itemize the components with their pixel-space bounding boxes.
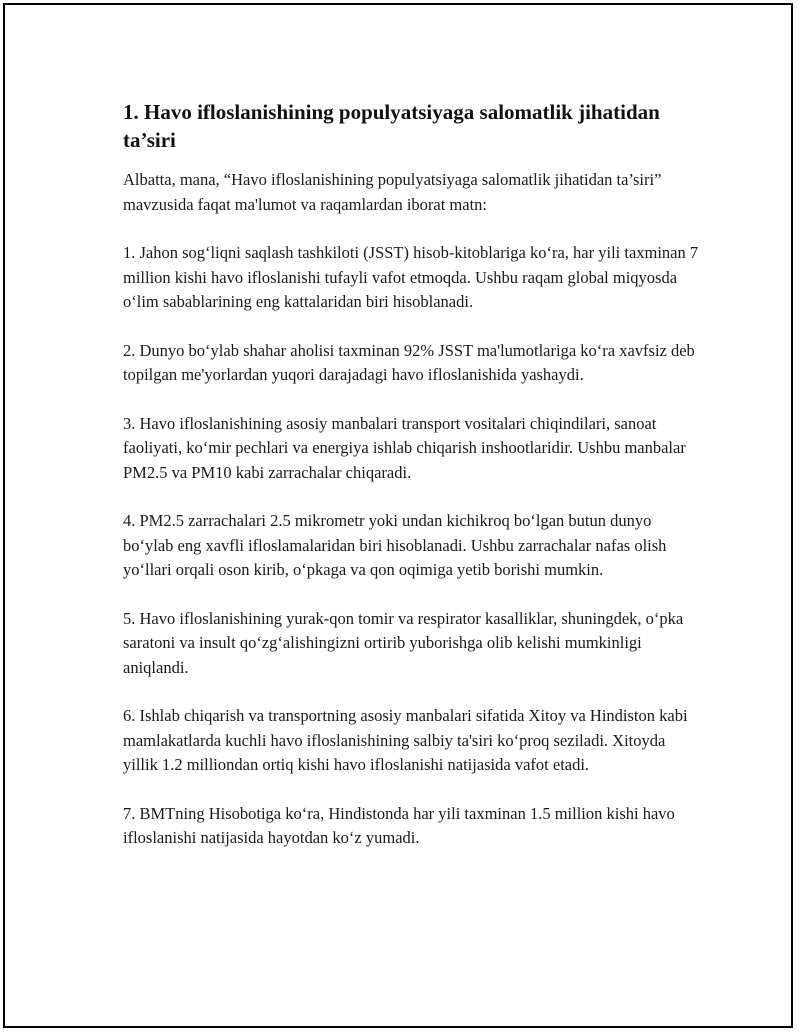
- paragraph-7: 7. BMTning Hisobotiga ko‘ra, Hindistonda har yili taxminan 1.5 million kishi havo ifloslanishi natijasida hayotdan ko‘z yumadi.: [123, 803, 675, 847]
- paragraph-3: 3. Havo ifloslanishining asosiy manbalari transport vositalari chiqindilari, sanoat faoliyati, ko‘mir pechlari va energiya ishlab chiqarish inshootlaridir. Ushbu manbalar PM2.5 va PM10 kabi zarrachalar chiqaradi.: [123, 413, 686, 482]
- paragraph-1: 1. Jahon sog‘liqni saqlash tashkiloti (JSST) hisob-kitoblariga ko‘ra, har yili taxminan 7 million kishi havo ifloslanishi tufayli vafot etmoqda. Ushbu raqam global miqyosda o‘lim sabablarining eng kattalaridan biri hisoblanadi.: [123, 243, 699, 311]
- document-body: [123, 98, 703, 875]
- intro-paragraph: Albatta, mana, “Havo ifloslanishining populyatsiyaga salomatlik jihatidan ta’siri” mavzusida faqat ma'lumot va raqamlardan iborat matn:: [123, 170, 662, 214]
- document-title: 1. Havo ifloslanishining populyatsiyaga salomatlik jihatidan ta’siri: [123, 100, 660, 152]
- page-frame: [3, 3, 793, 1028]
- paragraph-2: 2. Dunyo bo‘ylab shahar aholisi taxminan 92% JSST ma'lumotlariga ko‘ra xavfsiz deb topilgan me'yorlardan yuqori darajadagi havo ifloslanishida yashaydi.: [123, 340, 695, 384]
- paragraph-6: 6. Ishlab chiqarish va transportning asosiy manbalari sifatida Xitoy va Hindiston kabi mamlakatlarda kuchli havo ifloslanishining salbiy ta'siri ko‘proq seziladi. Xitoyda yillik 1.2 milliondan ortiq kishi havo ifloslanishi natijasida vafot etadi.: [123, 706, 688, 774]
- paragraph-5: 5. Havo ifloslanishining yurak-qon tomir va respirator kasalliklar, shuningdek, o‘pka saratoni va insult qo‘zg‘alishingizni ortirib yuborishga olib kelishi mumkinligi aniqlandi.: [123, 608, 684, 677]
- paragraph-4: 4. PM2.5 zarrachalari 2.5 mikrometr yoki undan kichikroq bo‘lgan butun dunyo bo‘ylab eng xavfli ifloslamalaridan biri hisoblanadi. Ushbu zarrachalar nafas olish yo‘llari orqali oson kirib, o‘pkaga va qon oqimiga yetib borishi mumkin.: [123, 511, 667, 579]
